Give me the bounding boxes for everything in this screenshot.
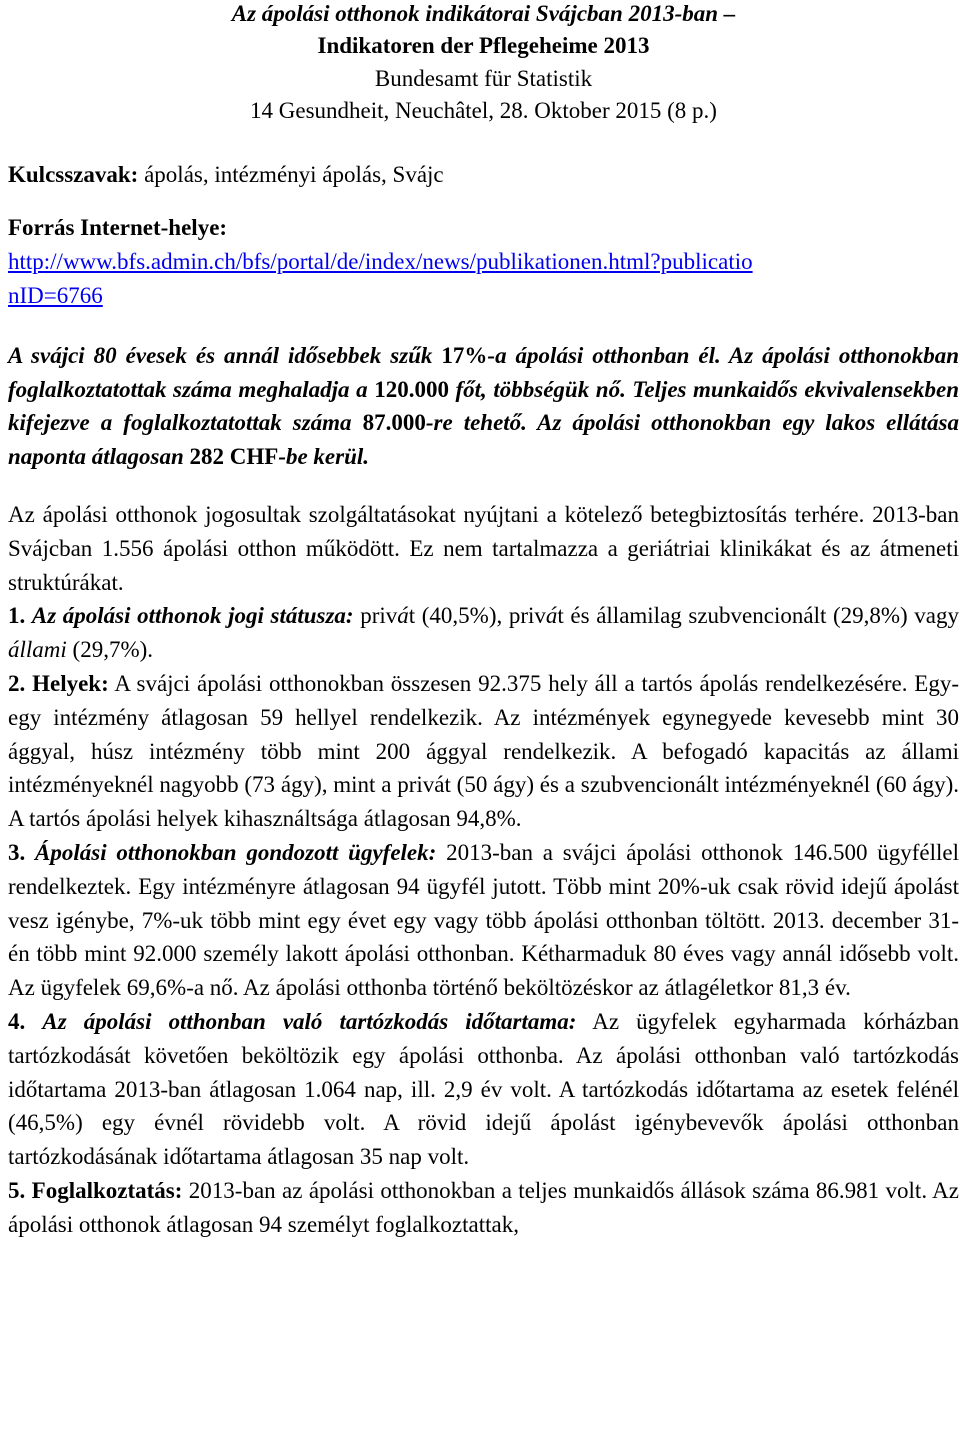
- summary-num-4: 282 CHF: [189, 444, 279, 470]
- section-3-text: 2013-ban a svájci ápolási otthonok 146.500 ügyféllel rendelkeztek. Egy intézményre átlagosan 94 ügyfél jutott. Több mint 20%-uk csak rövid idejű ápolást vesz igénybe, 7%-uk több mint egy évet egy vagy több ápolási otthonban töltött. 2013. december 31-én több mint 92.000 személy lakott ápolási otthonban. Kétharmaduk 80 éves vagy annál idősebb volt. Az ügyfelek 69,6%-a nő. Az ápolási otthonba történő beköltözéskor az átlagéletkor 81,3 év.: [8, 839, 960, 1001]
- section-2: [8, 667, 959, 836]
- publication-meta: 14 Gesundheit, Neuchâtel, 28. Oktober 2015 (8 p.): [250, 98, 717, 124]
- summary-num-1: 17%: [441, 342, 488, 368]
- document-page: [8, 0, 959, 1242]
- section-4-number: 4.: [8, 1008, 26, 1034]
- section-2-text: A svájci ápolási otthonokban összesen 92.375 hely áll a tartós ápolás rendelkezésére. Egy-egy intézmény átlagosan 59 hellyel rendelkezik. Az intézmények egynegyede kevesebb mint 30 ággyal, húsz intézmény több mint 200 ággyal rendelkezik. A befogadó kapacitás az állami intézményeknél nagyobb (73 ágy), mint a privát (50 ágy) és a szubvencionált intézményeknél (60 ágy). A tartós ápolási helyek kihasználtsága átlagosan 94,8%.: [8, 670, 959, 832]
- source-url-line2[interactable]: nID=6766: [8, 283, 103, 309]
- section-1-text-a: priv: [353, 603, 398, 629]
- section-1-text-b: á: [397, 603, 409, 629]
- summary-num-3: 87.000: [362, 410, 426, 436]
- source-link[interactable]: [8, 245, 959, 313]
- section-4: [8, 1005, 959, 1174]
- section-1-text-e: t és államilag szubvencionált (29,8%) vagy: [557, 603, 960, 629]
- source-url-line1[interactable]: http://www.bfs.admin.ch/bfs/portal/de/index/news/publikationen.html?publicatio: [8, 249, 753, 275]
- summary-text-4: -re tehető. Az ápolási otthonokban egy lakos ellátása naponta átlagosan: [8, 410, 960, 470]
- section-5-heading: Foglalkoztatás:: [31, 1177, 183, 1203]
- section-2-heading: Helyek:: [32, 670, 109, 696]
- keywords-label: Kulcsszavak:: [8, 161, 139, 187]
- section-1-heading: Az ápolási otthonok jogi státusza:: [31, 603, 354, 629]
- section-4-text: Az ügyfelek egyharmada kórházban tartózkodását követően beköltözik egy ápolási otthonba. Az ápolási otthonban való tartózkodás időtartama 2013-ban átlagosan 1.064 nap, ill. 2,9 év volt. A tartózkodás időtartama az esetek felénél (46,5%) egy évnél rövidebb volt. A rövid idejű ápolást igénybevevők ápolási otthonban tartózkodásának időtartama átlagosan 35 nap volt.: [8, 1008, 960, 1170]
- section-2-number: 2.: [8, 670, 26, 696]
- keywords: [8, 158, 959, 192]
- summary-text-3: főt, többségük nő. Teljes munkaidős ekvivalensekben kifejezve a foglalkoztatottak száma: [8, 376, 959, 436]
- section-1-text-d: á: [545, 603, 558, 629]
- section-5-number: 5.: [8, 1177, 26, 1203]
- section-3-heading: Ápolási otthonokban gondozott ügyfelek:: [35, 839, 437, 865]
- source-label: Forrás Internet-helye:: [8, 215, 228, 241]
- section-4-heading: Az ápolási otthonban való tartózkodás időtartama:: [42, 1008, 577, 1034]
- summary-text-2: -a ápolási otthonban él. Az ápolási otthonokban foglalkoztatottak száma meghaladja a: [8, 342, 960, 402]
- section-1-text-f: állami: [8, 637, 67, 663]
- document-header: [8, 0, 959, 128]
- section-5-text: 2013-ban az ápolási otthonokban a teljes munkaidős állások száma 86.981 volt. Az ápolási otthonok átlagosan 94 személyt foglalkoztattak,: [8, 1177, 960, 1237]
- source-section: [8, 211, 959, 312]
- document-title-hu: Az ápolási otthonok indikátorai Svájcban 2013-ban –: [231, 1, 736, 26]
- summary-num-2: 120.000: [374, 376, 449, 402]
- summary-text-5: -be kerül.: [278, 444, 370, 470]
- section-1-number: 1.: [8, 603, 26, 629]
- document-title-de: Indikatoren der Pflegeheime 2013: [317, 33, 650, 59]
- publisher: Bundesamt für Statistik: [374, 65, 593, 91]
- summary-paragraph: [8, 339, 959, 474]
- section-3: [8, 836, 959, 1005]
- keywords-value: ápolás, intézményi ápolás, Svájc: [138, 161, 444, 187]
- section-5: [8, 1174, 959, 1242]
- section-1-text-c: t (40,5%), priv: [408, 603, 546, 629]
- section-1: [8, 599, 959, 667]
- section-1-text-g: (29,7%).: [66, 637, 154, 663]
- section-3-number: 3.: [8, 839, 26, 865]
- summary-text-1: A svájci 80 évesek és annál idősebbek szűk: [8, 342, 442, 368]
- intro-paragraph: Az ápolási otthonok jogosultak szolgáltatásokat nyújtani a kötelező betegbiztosítás terhére. 2013-ban Svájcban 1.556 ápolási otthon működött. Ez nem tartalmazza a geriátriai klinikákat és az átmeneti struktúrákat.: [8, 502, 959, 595]
